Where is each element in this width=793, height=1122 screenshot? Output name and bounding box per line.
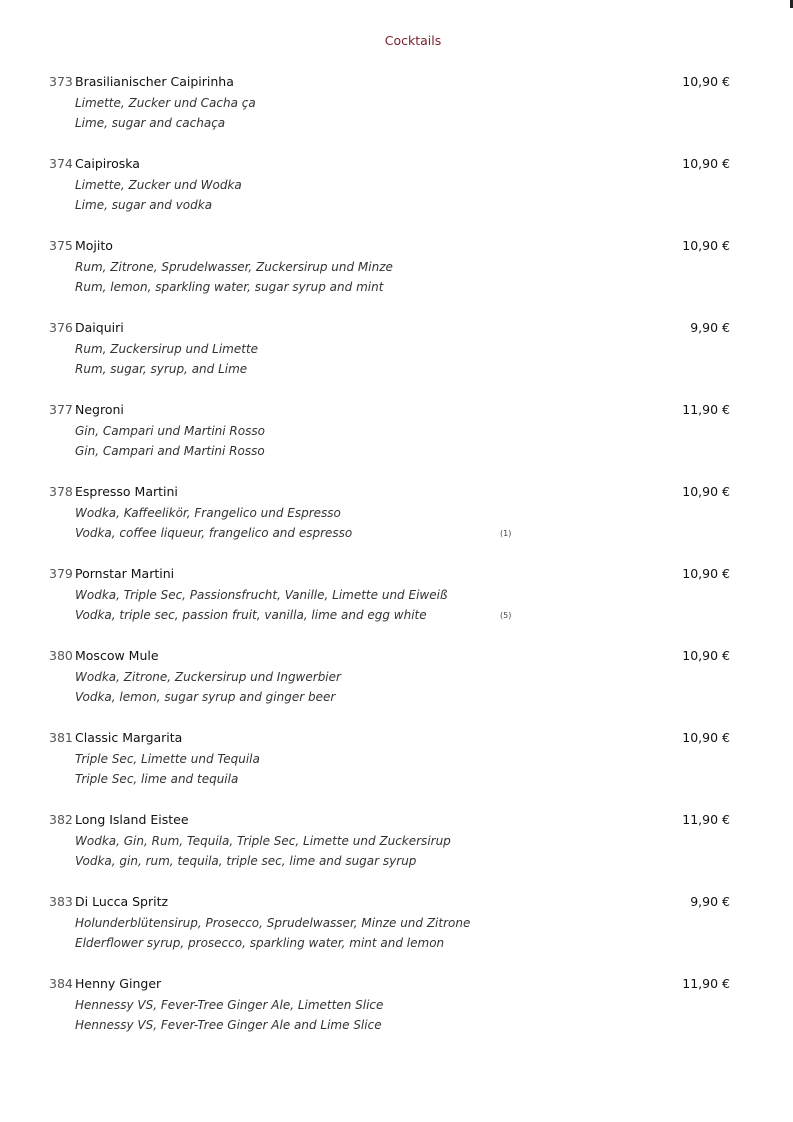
menu-item bbox=[0, 402, 793, 484]
item-price: 10,90 € bbox=[682, 648, 730, 663]
item-name: Daiquiri bbox=[75, 320, 124, 335]
item-price: 11,90 € bbox=[682, 402, 730, 417]
item-description-en: Lime, sugar and vodka bbox=[75, 198, 213, 212]
item-name: Mojito bbox=[75, 238, 113, 253]
menu-item bbox=[0, 894, 793, 976]
item-number: 377 bbox=[49, 402, 73, 417]
item-description-en: Rum, sugar, syrup, and Lime bbox=[75, 362, 248, 376]
menu-item bbox=[0, 566, 793, 648]
item-name: Long Island Eistee bbox=[75, 812, 189, 827]
menu-item bbox=[0, 648, 793, 730]
menu-item bbox=[0, 74, 793, 156]
allergen-note: (1) bbox=[500, 529, 512, 538]
menu-item bbox=[0, 812, 793, 894]
item-number: 382 bbox=[49, 812, 73, 827]
item-name: Di Lucca Spritz bbox=[75, 894, 169, 909]
item-description-de: Wodka, Zitrone, Zuckersirup und Ingwerbier bbox=[75, 670, 341, 684]
item-description-de: Holunderblütensirup, Prosecco, Sprudelwasser, Minze und Zitrone bbox=[75, 916, 471, 930]
item-description-en: Rum, lemon, sparkling water, sugar syrup and mint bbox=[75, 280, 384, 294]
item-number: 383 bbox=[49, 894, 73, 909]
menu-item bbox=[0, 730, 793, 812]
item-number: 375 bbox=[49, 238, 73, 253]
item-description-en: Vodka, triple sec, passion fruit, vanilla, lime and egg white bbox=[75, 608, 427, 622]
item-description-de: Rum, Zitrone, Sprudelwasser, Zuckersirup und Minze bbox=[75, 260, 393, 274]
item-price: 11,90 € bbox=[682, 812, 730, 827]
item-description-de: Limette, Zucker und Cacha ça bbox=[75, 96, 256, 110]
item-number: 379 bbox=[49, 566, 73, 581]
item-name: Espresso Martini bbox=[75, 484, 178, 499]
item-description-en: Gin, Campari and Martini Rosso bbox=[75, 444, 265, 458]
item-price: 11,90 € bbox=[682, 976, 730, 991]
item-number: 376 bbox=[49, 320, 73, 335]
item-description-de: Limette, Zucker und Wodka bbox=[75, 178, 242, 192]
menu-item bbox=[0, 976, 793, 1058]
item-description-de: Gin, Campari und Martini Rosso bbox=[75, 424, 265, 438]
item-number: 378 bbox=[49, 484, 73, 499]
item-number: 380 bbox=[49, 648, 73, 663]
menu-item bbox=[0, 320, 793, 402]
menu-item bbox=[0, 238, 793, 320]
menu-item bbox=[0, 156, 793, 238]
item-name: Negroni bbox=[75, 402, 124, 417]
item-description-de: Rum, Zuckersirup und Limette bbox=[75, 342, 259, 356]
item-price: 9,90 € bbox=[690, 320, 730, 335]
item-price: 10,90 € bbox=[682, 484, 730, 499]
item-name: Brasilianischer Caipirinha bbox=[75, 74, 234, 89]
item-description-de: Wodka, Gin, Rum, Tequila, Triple Sec, Limette und Zuckersirup bbox=[75, 834, 451, 848]
item-number: 373 bbox=[49, 74, 73, 89]
item-name: Classic Margarita bbox=[75, 730, 183, 745]
item-description-en: Vodka, coffee liqueur, frangelico and espresso bbox=[75, 526, 353, 540]
item-name: Moscow Mule bbox=[75, 648, 159, 663]
item-name: Henny Ginger bbox=[75, 976, 162, 991]
item-price: 10,90 € bbox=[682, 74, 730, 89]
item-number: 384 bbox=[49, 976, 73, 991]
item-description-de: Hennessy VS, Fever-Tree Ginger Ale, Limetten Slice bbox=[75, 998, 384, 1012]
item-description-de: Triple Sec, Limette und Tequila bbox=[75, 752, 260, 766]
item-price: 10,90 € bbox=[682, 156, 730, 171]
item-description-de: Wodka, Triple Sec, Passionsfrucht, Vanille, Limette und Eiweiß bbox=[75, 588, 448, 602]
item-description-en: Triple Sec, lime and tequila bbox=[75, 772, 239, 786]
item-description-en: Hennessy VS, Fever-Tree Ginger Ale and Lime Slice bbox=[75, 1018, 382, 1032]
item-description-en: Elderflower syrup, prosecco, sparkling water, mint and lemon bbox=[75, 936, 445, 950]
item-price: 10,90 € bbox=[682, 238, 730, 253]
item-price: 10,90 € bbox=[682, 730, 730, 745]
item-price: 9,90 € bbox=[690, 894, 730, 909]
page-title: Cocktails bbox=[384, 33, 442, 48]
item-price: 10,90 € bbox=[682, 566, 730, 581]
item-name: Caipiroska bbox=[75, 156, 140, 171]
item-number: 374 bbox=[49, 156, 73, 171]
item-description-en: Vodka, lemon, sugar syrup and ginger beer bbox=[75, 690, 336, 704]
menu-item bbox=[0, 484, 793, 566]
item-description-en: Lime, sugar and cachaça bbox=[75, 116, 226, 130]
item-description-en: Vodka, gin, rum, tequila, triple sec, lime and sugar syrup bbox=[75, 854, 417, 868]
item-description-de: Wodka, Kaffeelikör, Frangelico und Espresso bbox=[75, 506, 341, 520]
cocktail-menu bbox=[0, 74, 793, 1058]
item-number: 381 bbox=[49, 730, 73, 745]
allergen-note: (5) bbox=[500, 611, 512, 620]
item-name: Pornstar Martini bbox=[75, 566, 175, 581]
